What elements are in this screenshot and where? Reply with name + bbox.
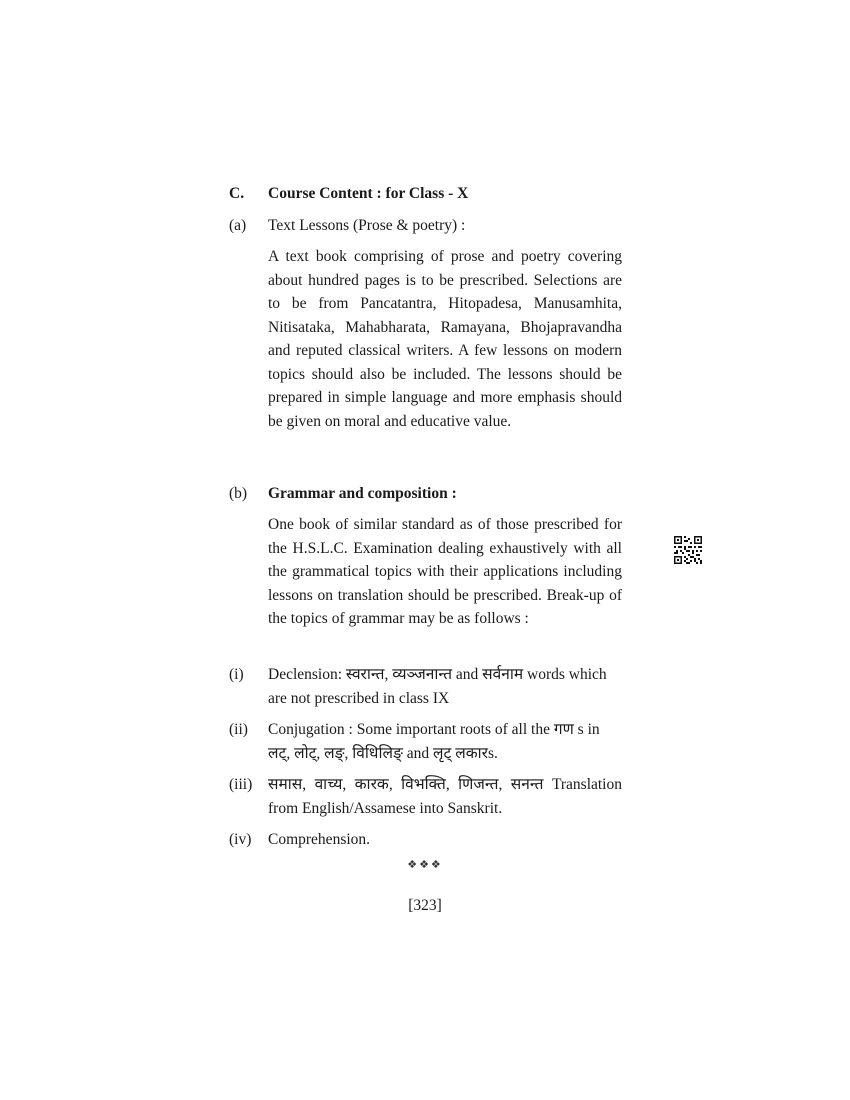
part-b-heading <box>229 482 629 506</box>
list-item-text: Conjugation : Some important roots of all the गण s in लट्, लोट्, लङ्, विधिलिङ् and लृट् लकारs. <box>268 721 600 762</box>
list-item-marker: (iv) <box>229 831 252 848</box>
part-a-body: A text book comprising of prose and poetry covering about hundred pages is to be prescribed. Selections are to be from Pancatantra, Hitopadesa, Manusamhita, Nitisataka, Mahabharata, Ramayana, Bhojapravandha and reputed classical writers. A few lessons on modern topics should also be included. The lessons should be prepared in simple language and more emphasis should be given on moral and educative value. <box>268 248 622 430</box>
end-ornament: ❖❖❖ <box>407 858 443 871</box>
list-item-text: Declension: स्वरान्त, व्यञ्जनान्त and सर्वनाम words which are not prescribed in class IX <box>268 666 607 707</box>
list-item <box>229 663 629 710</box>
list-item-text: समास, वाच्य, कारक, विभक्ति, णिजन्त, सनन्त Translation from English/Assamese into Sanskrit. <box>268 776 622 817</box>
part-a-marker: (a) <box>229 217 247 234</box>
list-item-text: Comprehension. <box>268 831 371 848</box>
part-a-title: Text Lessons (Prose & poetry) : <box>268 217 466 234</box>
part-a-heading <box>229 214 629 238</box>
part-b-title: Grammar and composition : <box>268 485 457 502</box>
part-b-marker: (b) <box>229 485 248 502</box>
list-item-marker: (ii) <box>229 721 248 738</box>
section-heading <box>229 182 629 206</box>
qr-code-icon[interactable] <box>674 536 702 564</box>
list-item <box>229 828 629 852</box>
page-number: [323] <box>408 897 442 914</box>
section-title: Course Content : for Class - X <box>268 185 469 202</box>
section-marker: C. <box>229 185 245 202</box>
list-item-marker: (iii) <box>229 776 253 793</box>
list-item <box>229 718 629 765</box>
list-item-marker: (i) <box>229 666 244 683</box>
part-b-body: One book of similar standard as of those prescribed for the H.S.L.C. Examination dealing exhaustively with all the grammatical topics with their applications including lessons on translation should be prescribed. Break-up of the topics of grammar may be as follows : <box>268 516 622 627</box>
list-item <box>229 773 629 820</box>
